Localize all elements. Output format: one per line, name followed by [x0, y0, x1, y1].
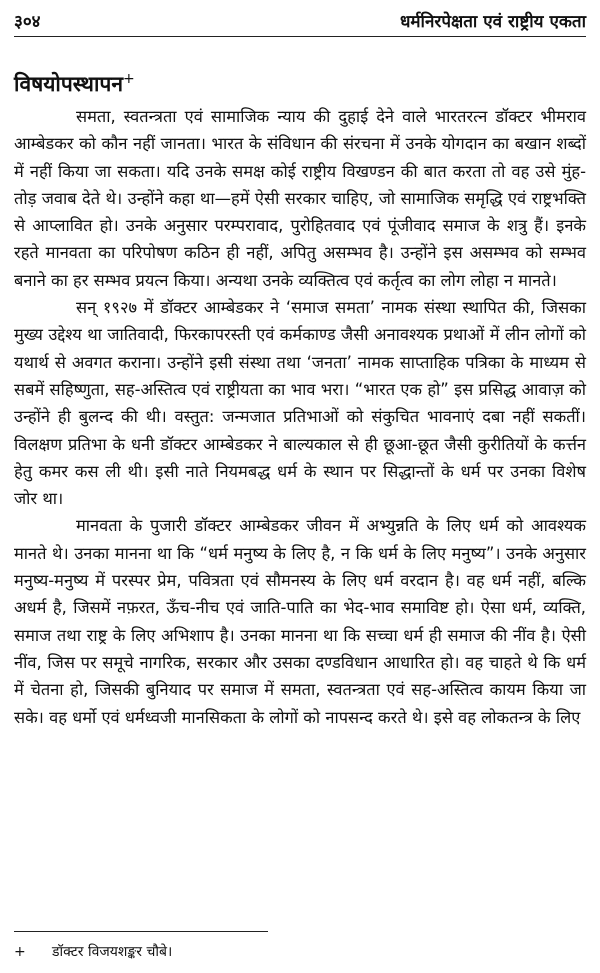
footnote-rule	[14, 931, 268, 932]
footnote	[14, 942, 172, 961]
paragraph-1: समता, स्वतन्त्रता एवं सामाजिक न्याय की दुहाई देने वाले भारतरत्न डॉक्टर भीमराव आम्बेडकर को कौन नहीं जानता। भारत के संविधान की संरचना में उनके योगदान का बखान शब्दों में नहीं किया जा सकता। यदि उनके समक्ष कोई राष्ट्रीय विखण्डन की बात करता तो वह उसे मुंह-तोड़ जवाब देते थे। उन्होंने कहा था—हमें ऐसी सरकार चाहिए, जो सामाजिक समृद्धि एवं राष्ट्रभक्ति से आप्लावित हो। उनके अनुसार परम्परावाद, पुरोहितवाद एवं पूंजीवाद समाज के शत्रु हैं। इनके रहते मानवता का परिपोषण कठिन ही नहीं, अपितु असम्भव है। उन्होंने इस असम्भव को सम्भव बनाने का हर सम्भव प्रयत्न किया। अन्यथा उनके व्यक्तित्व एवं कर्तृत्व का लोग लोहा न मानते।	[14, 107, 586, 290]
paragraph-2: सन् १९२७ में डॉक्टर आम्बेडकर ने ‘समाज समता’ नामक संस्था स्थापित की, जिसका मुख्य उद्देश्य था जातिवादी, फिरकापरस्ती एवं कर्मकाण्ड जैसी अनावश्यक प्रथाओं में लीन लोगों को यथार्थ से अवगत कराना। उन्होंने इसी संस्था तथा ‘जनता’ नामक साप्ताहिक पत्रिका के माध्यम से सबमें सहिष्णुता, सह-अस्तित्व एवं राष्ट्रीयता का भाव भरा। “भारत एक हो” इस प्रसिद्ध आवाज़ को उन्होंने ही बुलन्द की थी। वस्तुत: जन्मजात प्रतिभाओं को संकुचित भावनाएं दबा नहीं सकतीं। विलक्षण प्रतिभा के धनी डॉक्टर आम्बेडकर ने बाल्यकाल से ही छूआ-छूत जैसी कुरीतियों के कर्त्तन हेतु कमर कस ली थी। इसी नाते नियमबद्ध धर्म के स्थान पर सिद्धान्तों के धर्म पर उनका विशेष जोर था।	[14, 298, 586, 509]
header-rule	[14, 36, 586, 37]
running-title: धर्मनिरपेक्षता एवं राष्ट्रीय एकता	[399, 11, 586, 32]
footnote-reference-marker: +	[123, 71, 135, 87]
footnote-marker: +	[14, 944, 26, 960]
body-text	[14, 103, 586, 731]
section-title: विषयोपस्थापन	[14, 72, 123, 96]
section-heading	[14, 70, 135, 98]
paragraph-3: मानवता के पुजारी डॉक्टर आम्बेडकर जीवन में अभ्युन्नति के लिए धर्म को आवश्यक मानते थे। उनका मानना था कि “धर्म मनुष्य के लिए है, न कि धर्म के लिए मनुष्य”। उनके अनुसार मनुष्य-मनुष्य में परस्पर प्रेम, पवित्रता एवं सौमनस्य के लिए धर्म वरदान है। वह धर्म नहीं, बल्कि अधर्म है, जिसमें नफ़रत, ऊँच-नीच एवं जाति-पाति का भेद-भाव समाविष्ट हो। ऐसा धर्म, व्यक्ति, समाज तथा राष्ट्र के लिए अभिशाप है। उनका मानना था कि सच्चा धर्म ही समाज की नींव है। ऐसी नींव, जिस पर समूचे नागरिक, सरकार और उसका दण्डविधान आधारित हो। वह चाहते थे कि धर्म में चेतना हो, जिसकी बुनियाद पर समाज में समता, स्वतन्त्रता एवं सह-अस्तित्व कायम किया जा सके। वह धर्मो एवं धर्मध्वजी मानसिकता के लोगों को नापसन्द करते थे। इसे वह लोकतन्त्र के लिए	[14, 516, 586, 727]
running-header	[14, 6, 586, 34]
footnote-text: डॉक्टर विजयशङ्कर चौबे।	[52, 944, 173, 960]
page-number: ३०४	[14, 11, 41, 32]
